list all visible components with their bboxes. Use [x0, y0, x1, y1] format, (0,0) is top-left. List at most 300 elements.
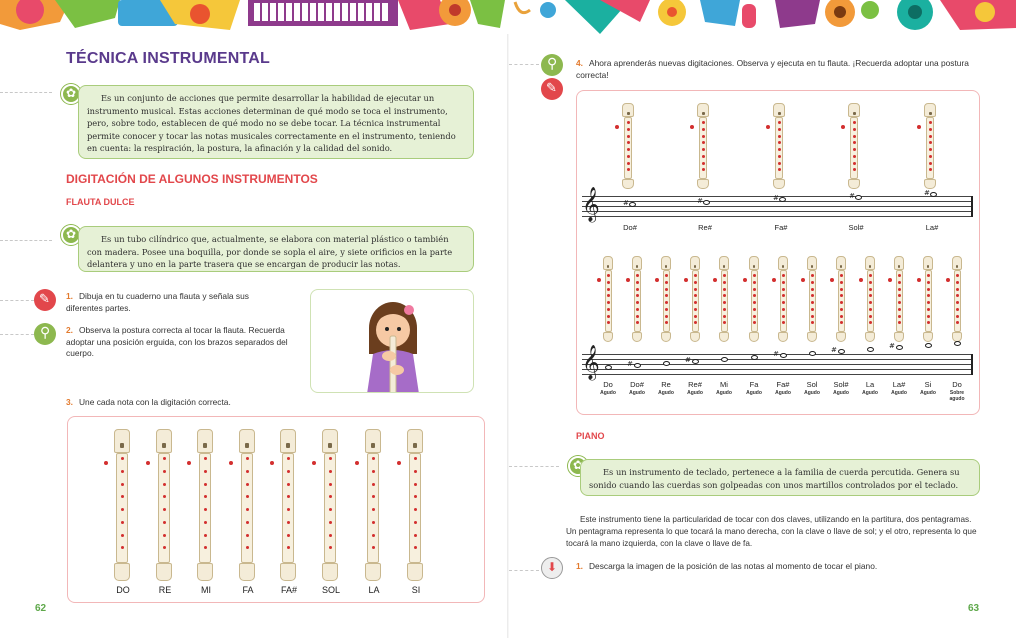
- finger-hole: [753, 294, 756, 297]
- finger-hole: [927, 321, 930, 324]
- activity-text: Observa la postura correcta al tocar la flauta. Recuerda adoptar una posición erguida, con los brazos separados del cuerpo.: [66, 325, 288, 358]
- note-register: Agudo: [687, 390, 703, 396]
- finger-hole: [778, 141, 781, 144]
- finger-hole: [956, 294, 959, 297]
- finger-hole: [782, 281, 785, 284]
- finger-hole: [929, 128, 932, 131]
- flute-diagram: [952, 256, 962, 342]
- girl-playing-flute-image: [310, 289, 474, 393]
- note-head: [779, 197, 786, 202]
- finger-hole: [607, 274, 610, 277]
- finger-hole: [927, 288, 930, 291]
- finger-hole: [694, 274, 697, 277]
- dashed-connector: [0, 300, 34, 301]
- finger-hole: [665, 288, 668, 291]
- note-head: [692, 359, 699, 364]
- finger-hole: [163, 495, 166, 498]
- finger-hole: [329, 534, 332, 537]
- note-label-sol: SOL: [321, 585, 340, 595]
- note-register: Agudo: [804, 390, 820, 396]
- finger-hole: [665, 315, 668, 318]
- finger-hole: [121, 508, 124, 511]
- finger-hole: [329, 521, 332, 524]
- finger-hole: [853, 135, 856, 138]
- finger-hole: [414, 457, 417, 460]
- finger-hole: [782, 294, 785, 297]
- thumb-hole: [597, 278, 601, 282]
- finger-hole: [956, 301, 959, 304]
- finger-hole: [246, 508, 249, 511]
- finger-hole: [702, 141, 705, 144]
- finger-hole: [956, 308, 959, 311]
- note-register: Sobre agudo: [949, 390, 965, 402]
- finger-hole: [246, 470, 249, 473]
- finger-hole: [121, 457, 124, 460]
- flute-diagram: [778, 256, 788, 342]
- flute-diagram: [322, 429, 338, 581]
- flute-diagram: [197, 429, 213, 581]
- finger-hole: [853, 155, 856, 158]
- thumb-hole: [270, 461, 274, 465]
- finger-hole: [246, 521, 249, 524]
- finger-hole: [723, 301, 726, 304]
- piano-definition-text: Es un instrumento de teclado, pertenece a la familia de cuerda percutida. Genera su sonido cuando las cuerdas son golpeadas con unos martillos controlados por el teclado.: [589, 467, 960, 490]
- finger-hole: [811, 315, 814, 318]
- thumb-hole: [146, 461, 150, 465]
- thumb-hole: [690, 125, 694, 129]
- finger-hole: [204, 483, 207, 486]
- flute-diagram: [749, 256, 759, 342]
- flute-diagram: [865, 256, 875, 342]
- activity-4: [576, 58, 971, 81]
- sharp-sign: #: [924, 189, 930, 197]
- finger-hole: [898, 281, 901, 284]
- sharp-sign: #: [685, 356, 691, 364]
- finger-hole: [723, 321, 726, 324]
- finger-hole: [702, 128, 705, 131]
- finger-hole: [778, 168, 781, 171]
- dashed-connector: [509, 64, 539, 65]
- thumb-hole: [397, 461, 401, 465]
- note-label-do: DO: [116, 585, 130, 595]
- pencil-icon: [541, 78, 563, 100]
- finger-hole: [372, 521, 375, 524]
- finger-hole: [287, 534, 290, 537]
- finger-hole: [927, 308, 930, 311]
- finger-hole: [898, 308, 901, 311]
- sharp-sign: #: [831, 346, 837, 354]
- thumb-hole: [684, 278, 688, 282]
- finger-hole: [723, 281, 726, 284]
- flute-diagram: [239, 429, 255, 581]
- finger-hole: [853, 162, 856, 165]
- finger-hole: [840, 288, 843, 291]
- finger-hole: [627, 162, 630, 165]
- finger-hole: [665, 301, 668, 304]
- finger-hole: [414, 483, 417, 486]
- finger-hole: [246, 495, 249, 498]
- finger-hole: [753, 308, 756, 311]
- finger-hole: [121, 521, 124, 524]
- sharp-sign: #: [623, 199, 629, 207]
- finger-hole: [414, 470, 417, 473]
- activity-text: Ahora aprenderás nuevas digitaciones. Observa y ejecuta en tu flauta. ¡Recuerda adoptar una postura correcta!: [576, 58, 969, 80]
- finger-hole: [163, 521, 166, 524]
- finger-hole: [372, 495, 375, 498]
- flute-diagram: [836, 256, 846, 342]
- note-label-high: La#: [892, 380, 906, 389]
- flute-diagram: [661, 256, 671, 342]
- note-label-si: SI: [411, 585, 421, 595]
- thumb-hole: [766, 125, 770, 129]
- page-number-left: 62: [35, 603, 47, 614]
- note-head: [896, 345, 903, 350]
- finger-hole: [853, 141, 856, 144]
- finger-hole: [753, 301, 756, 304]
- finger-hole: [723, 288, 726, 291]
- finger-hole: [753, 281, 756, 284]
- finger-hole: [811, 294, 814, 297]
- finger-hole: [778, 148, 781, 151]
- note-register: Agudo: [600, 390, 616, 396]
- note-register: Agudo: [629, 390, 645, 396]
- section-heading: DIGITACIÓN DE ALGUNOS INSTRUMENTOS: [66, 172, 318, 186]
- piano-description: Este instrumento tiene la particularidad de tocar con dos claves, utilizando en la partitura, dos pentagramas. Un pentagrama representa lo que tocará la mano derecha, con la clave o llave de sol; y el otro, representa lo que tocará la mano izquierda, con la clave o llave de fa.: [566, 515, 977, 548]
- flute-diagram: [622, 103, 634, 189]
- finger-hole: [694, 294, 697, 297]
- finger-hole: [163, 470, 166, 473]
- flute-diagram: [632, 256, 642, 342]
- finger-hole: [929, 148, 932, 151]
- finger-hole: [607, 301, 610, 304]
- finger-hole: [204, 457, 207, 460]
- thumb-hole: [713, 278, 717, 282]
- thumb-hole: [888, 278, 892, 282]
- finger-hole: [723, 274, 726, 277]
- note-label-high: Si: [924, 380, 932, 389]
- finger-hole: [840, 301, 843, 304]
- finger-hole: [898, 294, 901, 297]
- thumb-hole: [830, 278, 834, 282]
- thumb-hole: [626, 278, 630, 282]
- finger-hole: [956, 315, 959, 318]
- finger-hole: [723, 308, 726, 311]
- finger-hole: [163, 534, 166, 537]
- finger-hole: [665, 274, 668, 277]
- finger-hole: [287, 470, 290, 473]
- finger-hole: [607, 308, 610, 311]
- finger-hole: [121, 546, 124, 549]
- note-head: [954, 341, 961, 346]
- finger-hole: [840, 315, 843, 318]
- activity-text: Dibuja en tu cuaderno una flauta y señala sus diferentes partes.: [66, 291, 249, 313]
- finger-hole: [627, 128, 630, 131]
- finger-hole: [627, 135, 630, 138]
- finger-hole: [778, 155, 781, 158]
- finger-hole: [121, 483, 124, 486]
- finger-hole: [869, 288, 872, 291]
- flute-diagram: [848, 103, 860, 189]
- page-number-right: 63: [968, 603, 980, 614]
- note-head: [809, 351, 816, 356]
- note-head: [751, 355, 758, 360]
- activity-number: 4.: [576, 58, 583, 68]
- note-label-la: LA: [368, 585, 380, 595]
- finger-hole: [929, 168, 932, 171]
- note-label-do-sharp: Do#: [623, 223, 637, 232]
- finger-hole: [627, 155, 630, 158]
- dashed-connector: [0, 92, 52, 93]
- finger-hole: [163, 483, 166, 486]
- thumb-hole: [743, 278, 747, 282]
- thumb-hole: [104, 461, 108, 465]
- dashed-connector: [509, 570, 539, 571]
- activity-1: [66, 291, 286, 314]
- finger-hole: [853, 128, 856, 131]
- finger-hole: [840, 308, 843, 311]
- flute-diagram: [603, 256, 613, 342]
- finger-hole: [811, 288, 814, 291]
- note-head: [703, 200, 710, 205]
- finger-hole: [636, 321, 639, 324]
- finger-hole: [287, 508, 290, 511]
- finger-hole: [329, 457, 332, 460]
- finger-hole: [329, 495, 332, 498]
- finger-hole: [163, 457, 166, 460]
- finger-hole: [898, 315, 901, 318]
- finger-hole: [121, 495, 124, 498]
- flute-diagram: [923, 256, 933, 342]
- activity-number: 3.: [66, 397, 73, 407]
- finger-hole: [694, 321, 697, 324]
- finger-hole: [163, 546, 166, 549]
- finger-hole: [811, 321, 814, 324]
- sub-heading: FLAUTA DULCE: [66, 197, 135, 207]
- note-register: Agudo: [775, 390, 791, 396]
- activity-number: 1.: [576, 561, 583, 571]
- thumb-hole: [917, 278, 921, 282]
- note-head: [634, 363, 641, 368]
- finger-hole: [840, 294, 843, 297]
- finger-hole: [869, 301, 872, 304]
- finger-hole: [723, 315, 726, 318]
- finger-hole: [782, 308, 785, 311]
- finger-hole: [607, 281, 610, 284]
- finger-hole: [929, 141, 932, 144]
- note-head: [780, 353, 787, 358]
- finger-hole: [869, 321, 872, 324]
- thumb-hole: [946, 278, 950, 282]
- finger-hole: [246, 483, 249, 486]
- note-label-high: Re#: [688, 380, 702, 389]
- finger-hole: [414, 546, 417, 549]
- flute-diagram: [719, 256, 729, 342]
- thumb-hole: [801, 278, 805, 282]
- finger-hole: [636, 308, 639, 311]
- finger-hole: [627, 141, 630, 144]
- note-label-high: Mi: [720, 380, 728, 389]
- thumb-hole: [772, 278, 776, 282]
- finger-hole: [956, 274, 959, 277]
- note-register: Agudo: [920, 390, 936, 396]
- treble-clef-icon: 𝄞: [582, 345, 600, 380]
- note-register: Agudo: [716, 390, 732, 396]
- finger-hole: [121, 534, 124, 537]
- finger-hole: [778, 121, 781, 124]
- note-head: [663, 361, 670, 366]
- finger-hole: [840, 274, 843, 277]
- note-label-mi: MI: [201, 585, 211, 595]
- girl-illustration: [311, 290, 474, 393]
- flute-diagram: [697, 103, 709, 189]
- finger-hole: [853, 121, 856, 124]
- finger-hole: [956, 288, 959, 291]
- finger-hole: [927, 274, 930, 277]
- finger-hole: [287, 483, 290, 486]
- finger-hole: [204, 495, 207, 498]
- note-register: Agudo: [746, 390, 762, 396]
- finger-hole: [636, 281, 639, 284]
- note-head: [629, 202, 636, 207]
- finger-hole: [414, 534, 417, 537]
- flute-diagram: [156, 429, 172, 581]
- finger-hole: [840, 321, 843, 324]
- finger-hole: [665, 308, 668, 311]
- activity-text: Descarga la imagen de la posición de las notas al momento de tocar el piano.: [589, 561, 878, 571]
- activity-text: Une cada nota con la digitación correcta.: [79, 397, 231, 407]
- dashed-connector: [0, 334, 34, 335]
- finger-hole: [636, 274, 639, 277]
- finger-hole: [665, 294, 668, 297]
- finger-hole: [853, 148, 856, 151]
- finger-hole: [753, 315, 756, 318]
- finger-hole: [414, 508, 417, 511]
- finger-hole: [246, 457, 249, 460]
- finger-hole: [636, 288, 639, 291]
- finger-hole: [869, 308, 872, 311]
- thumb-hole: [312, 461, 316, 465]
- finger-hole: [782, 315, 785, 318]
- note-label-high: Do#: [630, 380, 644, 389]
- note-register: Agudo: [833, 390, 849, 396]
- finger-hole: [927, 301, 930, 304]
- finger-hole: [782, 288, 785, 291]
- finger-hole: [811, 281, 814, 284]
- new-fingerings-panel: [576, 90, 980, 415]
- note-label-sol-sharp: Sol#: [848, 223, 864, 232]
- finger-hole: [163, 508, 166, 511]
- finger-hole: [204, 508, 207, 511]
- finger-hole: [782, 301, 785, 304]
- finger-hole: [694, 315, 697, 318]
- finger-hole: [898, 301, 901, 304]
- piano-heading: PIANO: [576, 431, 605, 441]
- note-label-fa: FA: [242, 585, 254, 595]
- activity-number: 2.: [66, 325, 73, 335]
- finger-hole: [607, 321, 610, 324]
- finger-hole: [929, 155, 932, 158]
- finger-hole: [927, 281, 930, 284]
- finger-hole: [778, 128, 781, 131]
- sharp-sign: #: [627, 360, 633, 368]
- thumb-hole: [917, 125, 921, 129]
- finger-hole: [702, 168, 705, 171]
- note-label-fa-sharp: Fa#: [774, 223, 788, 232]
- thumb-hole: [355, 461, 359, 465]
- finger-hole: [694, 301, 697, 304]
- finger-hole: [665, 281, 668, 284]
- finger-hole: [607, 315, 610, 318]
- finger-hole: [898, 288, 901, 291]
- finger-hole: [929, 162, 932, 165]
- pencil-icon: [34, 289, 56, 311]
- finger-hole: [665, 321, 668, 324]
- activity-3: [66, 397, 306, 409]
- sharp-sign: #: [773, 194, 779, 202]
- flute-definition-box: [78, 226, 474, 272]
- finger-hole: [372, 534, 375, 537]
- finger-hole: [372, 508, 375, 511]
- magnifier-icon: [541, 54, 563, 76]
- dashed-connector: [0, 240, 52, 241]
- finger-hole: [869, 274, 872, 277]
- thumb-hole: [615, 125, 619, 129]
- dashed-connector: [509, 466, 559, 467]
- finger-hole: [927, 315, 930, 318]
- finger-hole: [372, 457, 375, 460]
- note-head: [867, 347, 874, 352]
- finger-hole: [329, 546, 332, 549]
- flute-diagram: [407, 429, 423, 581]
- flute-fingering-panel: [67, 416, 485, 603]
- finger-hole: [414, 495, 417, 498]
- finger-hole: [782, 274, 785, 277]
- finger-hole: [627, 148, 630, 151]
- flute-diagram: [807, 256, 817, 342]
- finger-hole: [929, 135, 932, 138]
- finger-hole: [329, 470, 332, 473]
- note-head: [721, 357, 728, 362]
- note-label-high: Fa#: [776, 380, 790, 389]
- note-head: [925, 343, 932, 348]
- finger-hole: [702, 148, 705, 151]
- finger-hole: [778, 135, 781, 138]
- activity-number: 1.: [66, 291, 73, 301]
- finger-hole: [372, 546, 375, 549]
- finger-hole: [607, 294, 610, 297]
- finger-hole: [607, 288, 610, 291]
- flute-diagram: [114, 429, 130, 581]
- note-label-re-sharp: Re#: [698, 223, 712, 232]
- finger-hole: [811, 301, 814, 304]
- finger-hole: [636, 294, 639, 297]
- flute-diagram: [690, 256, 700, 342]
- finger-hole: [702, 155, 705, 158]
- finger-hole: [929, 121, 932, 124]
- finger-hole: [627, 121, 630, 124]
- note-register: Agudo: [658, 390, 674, 396]
- note-head: [930, 192, 937, 197]
- finger-hole: [246, 546, 249, 549]
- note-label-high: Sol: [806, 380, 818, 389]
- note-register: Agudo: [862, 390, 878, 396]
- finger-hole: [811, 308, 814, 311]
- finger-hole: [702, 162, 705, 165]
- finger-hole: [627, 168, 630, 171]
- finger-hole: [898, 274, 901, 277]
- finger-hole: [869, 281, 872, 284]
- finger-hole: [287, 457, 290, 460]
